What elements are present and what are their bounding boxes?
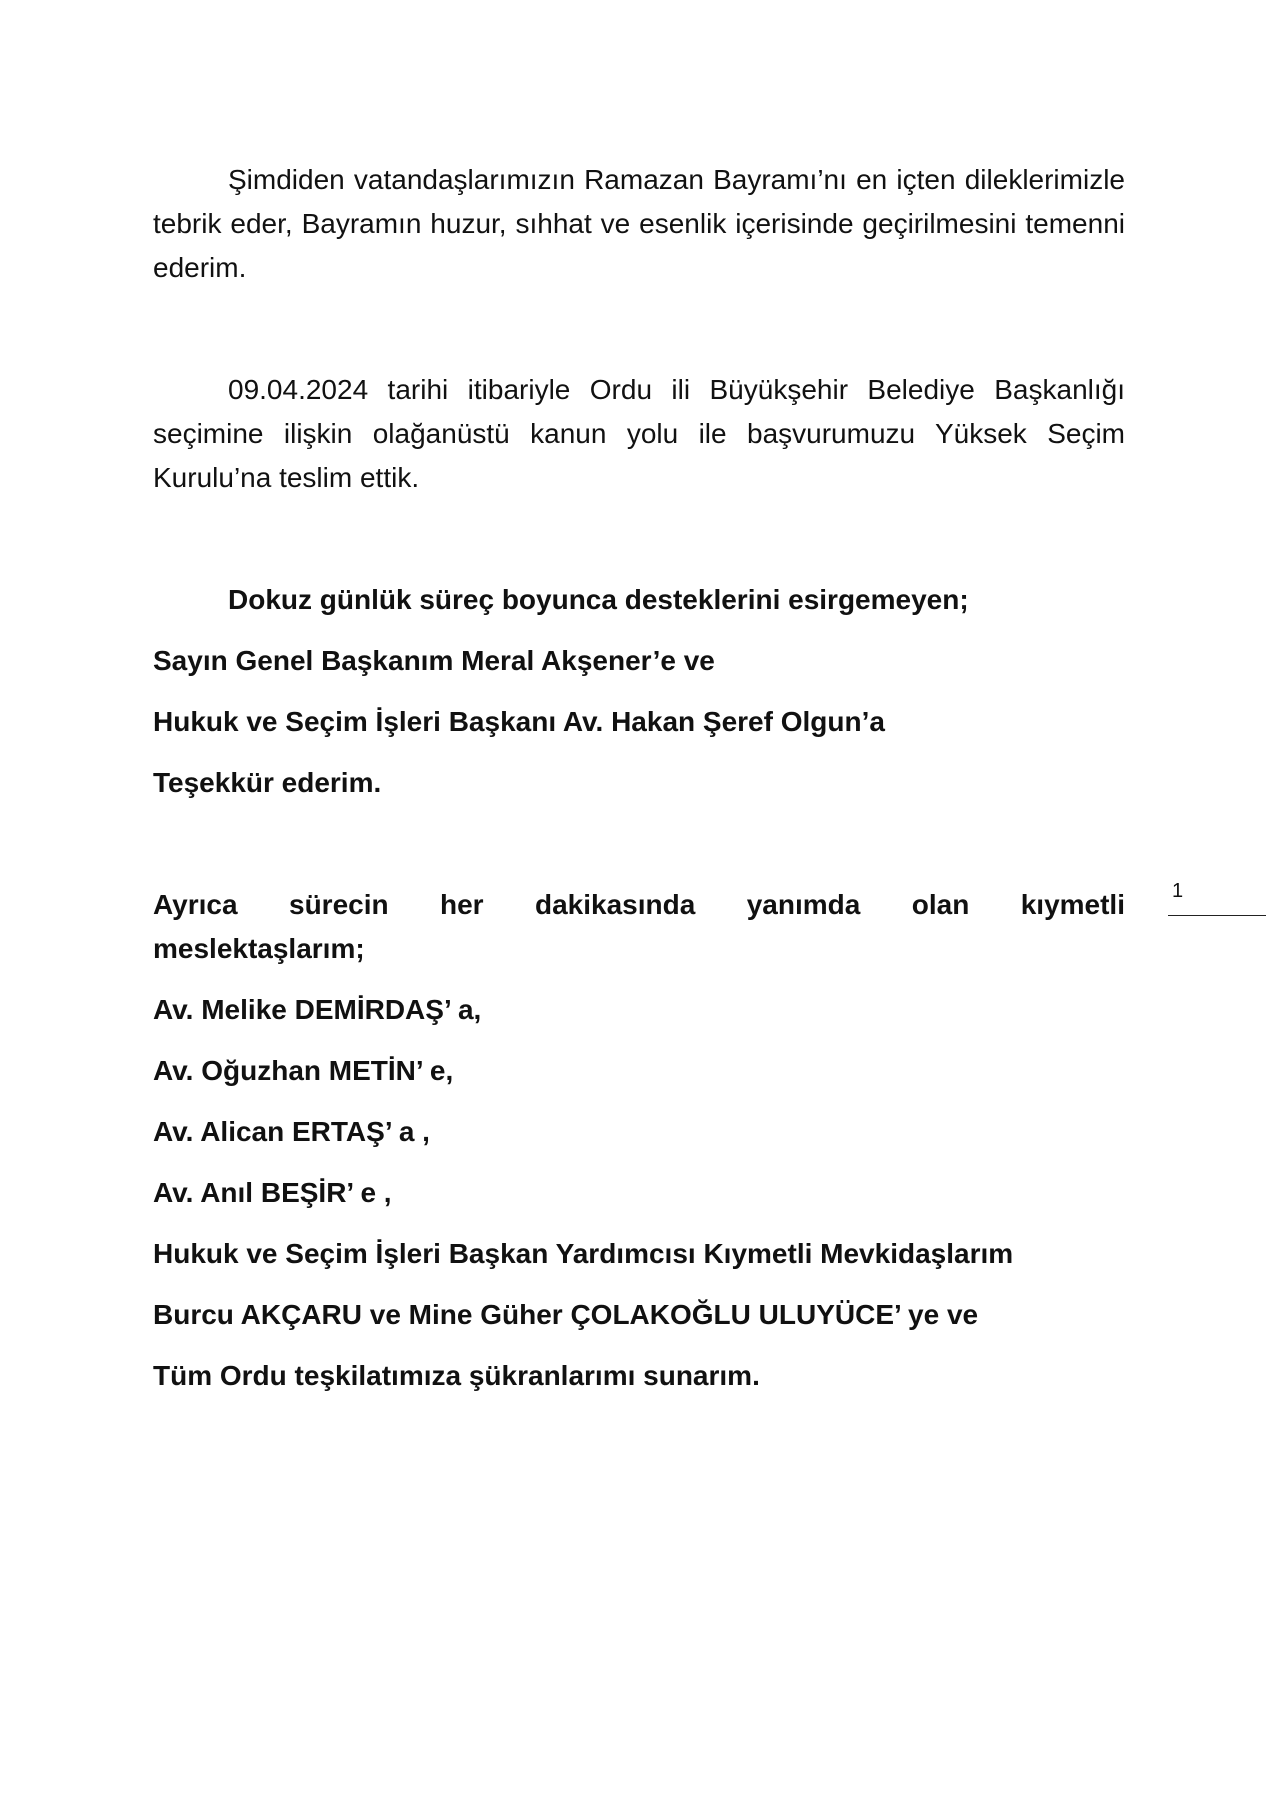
thanks-lead-line: Dokuz günlük süreç boyunca desteklerini esirgemeyen; <box>228 584 969 615</box>
colleague-name: Av. Melike DEMİRDAŞ’ a, <box>153 994 482 1025</box>
colleagues-lead-continuation: meslektaşlarım; <box>153 933 365 964</box>
document-body <box>153 150 1125 1398</box>
page-number: 1 <box>1172 880 1184 902</box>
thanks-line-legal-head: Hukuk ve Seçim İşleri Başkanı Av. Hakan Şeref Olgun’a <box>153 706 885 737</box>
colleague-name: Av. Alican ERTAŞ’ a , <box>153 1116 430 1147</box>
application-paragraph: 09.04.2024 tarihi itibariyle Ordu ili Büyükşehir Belediye Başkanlığı seçimine ilişkin olağanüstü kanun yolu ile başvurumuzu Yüksek Seçim Kurulu’na teslim ettik. <box>153 374 1125 493</box>
gratitude-closing-line: Tüm Ordu teşkilatımıza şükranlarımı sunarım. <box>153 1360 760 1391</box>
thanks-line-chairwoman: Sayın Genel Başkanım Meral Akşener’e ve <box>153 645 715 676</box>
colleague-name: Av. Anıl BEŞİR’ e , <box>153 1177 392 1208</box>
footnote-rule <box>1168 915 1266 916</box>
colleague-name: Av. Oğuzhan METİN’ e, <box>153 1055 454 1086</box>
colleagues-lead-line: Ayrıca sürecin her dakikasında yanımda olan kıymetli <box>153 889 1125 920</box>
deputies-names-line: Burcu AKÇARU ve Mine Güher ÇOLAKOĞLU ULUYÜCE’ ye ve <box>153 1299 979 1330</box>
deputies-line: Hukuk ve Seçim İşleri Başkan Yardımcısı Kıymetli Mevkidaşlarım <box>153 1238 1014 1269</box>
thanks-closing-line: Teşekkür ederim. <box>153 767 382 798</box>
holiday-greeting-paragraph: Şimdiden vatandaşlarımızın Ramazan Bayramı’nı en içten dileklerimizle tebrik eder, Bayramın huzur, sıhhat ve esenlik içerisinde geçirilmesini temenni ederim. <box>153 164 1125 283</box>
